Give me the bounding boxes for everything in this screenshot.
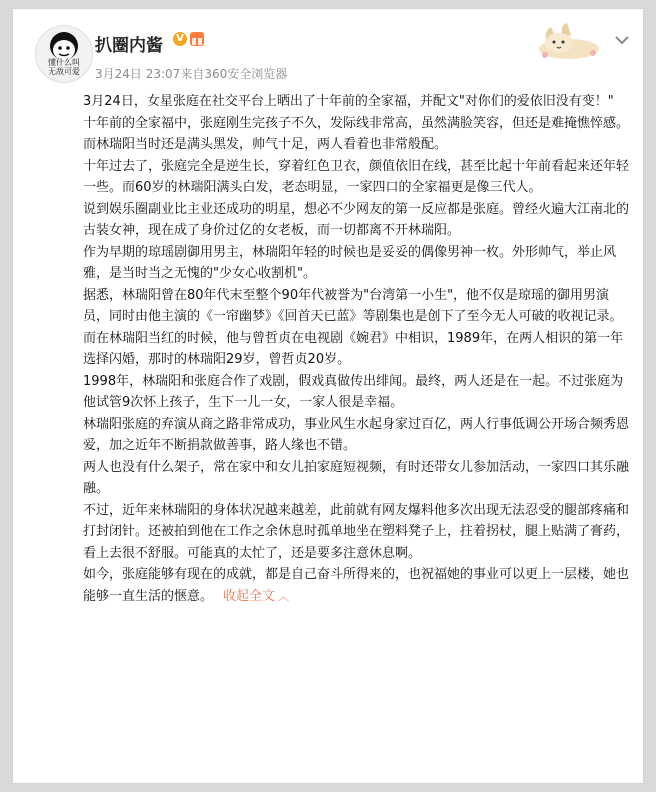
paragraph: 十年前的全家福中，张庭刚生完孩子不久，发际线非常高，虽然满脸笑容，但还是难掩憔悴感。而林瑞阳当时还是满头黑发，帅气十足，两人看着也非常般配。 [83, 115, 630, 152]
paragraph: 两人也没有什么架子，常在家中和女儿拍家庭短视频，有时还带女儿参加活动，一家四口其乐融融。 [83, 459, 630, 496]
chevron-down-icon[interactable] [613, 31, 631, 49]
avatar[interactable] [35, 25, 93, 83]
post-meta [95, 65, 287, 82]
paragraph-last-text: 如今，张庭能够有现在的成就，都是自己奋斗所得来的，也祝福她的事业可以更上一层楼，她也能够一直生活的惬意。 [83, 567, 630, 604]
paragraph: 1998年，林瑞阳和张庭合作了戏剧，假戏真做传出绯闻。最终，两人还是在一起。不过张庭为他试管9次怀上孩子，生下一儿一女，一家人很是幸福。 [83, 373, 624, 410]
chevron-up-icon: ︿ [278, 589, 290, 603]
paragraph: 说到娱乐圈副业比主业还成功的明星，想必不少网友的第一反应都是张庭。曾经火遍大江南北的古装女神，现在成了身价过亿的女老板，而一切都离不开林瑞阳。 [83, 201, 630, 238]
post-content [83, 91, 631, 607]
paragraph: 林瑞阳张庭的弃演从商之路非常成功，事业风生水起身家过百亿，两人行事低调公开场合频秀恩爱，加之近年不断捐款做善事，路人缘也不错。 [83, 416, 630, 453]
post-timestamp[interactable]: 3月24日 23:07 [95, 67, 181, 81]
username[interactable]: 扒圈内酱 [95, 36, 163, 56]
member-badge-icon [190, 32, 204, 46]
paragraph: 不过，近年来林瑞阳的身体状况越来越差，此前就有网友爆料他多次出现无法忍受的腿部疼痛和打封闭针。还被拍到他在工作之余休息时孤单地坐在塑料凳子上，拄着拐杖，腿上贴满了膏药，看上去很不舒服。可能真的太忙了，还是要多注意休息啊。 [83, 502, 630, 561]
paragraph: 而在林瑞阳当红的时候，他与曾哲贞在电视剧《婉君》中相识，1989年，在两人相识的第一年选择闪婚，那时的林瑞阳29岁，曾哲贞20岁。 [83, 330, 624, 367]
paragraph: 据悉，林瑞阳曾在80年代末至整个90年代被誉为"台湾第一小生"，他不仅是琼瑶的御用男演员，同时由他主演的《一帘幽梦》《回首天已蓝》等剧集也是创下了至今无人可破的收视记录。 [83, 287, 623, 324]
paragraph: 十年过去了，张庭完全是逆生长，穿着红色卫衣，颜值依旧在线，甚至比起十年前看起来还年轻一些。而60岁的林瑞阳满头白发，老态明显，一家四口的全家福更是像三代人。 [83, 158, 630, 195]
avatar-caption-1: 懂什么叫 [48, 58, 80, 67]
collapse-text-button[interactable] [223, 589, 289, 604]
paragraph-last [83, 564, 631, 607]
avatar-caption-2: 无敌可爱 [48, 67, 80, 76]
paragraph: 作为早期的琼瑶剧御用男主，林瑞阳年轻的时候也是妥妥的偶像男神一枚。外形帅气，举止风雅，是当时当之无愧的"少女心收割机"。 [83, 244, 617, 281]
cat-decoration-icon [533, 19, 605, 63]
paragraph: 3月24日，女星张庭在社交平台上晒出了十年前的全家福，并配文"对你们的爱依旧没有变！" [83, 94, 614, 109]
weibo-post-card [12, 8, 644, 784]
collapse-label: 收起全文 [223, 588, 276, 604]
post-source: 来自360安全浏览器 [180, 67, 288, 81]
verified-icon: V [173, 32, 187, 46]
